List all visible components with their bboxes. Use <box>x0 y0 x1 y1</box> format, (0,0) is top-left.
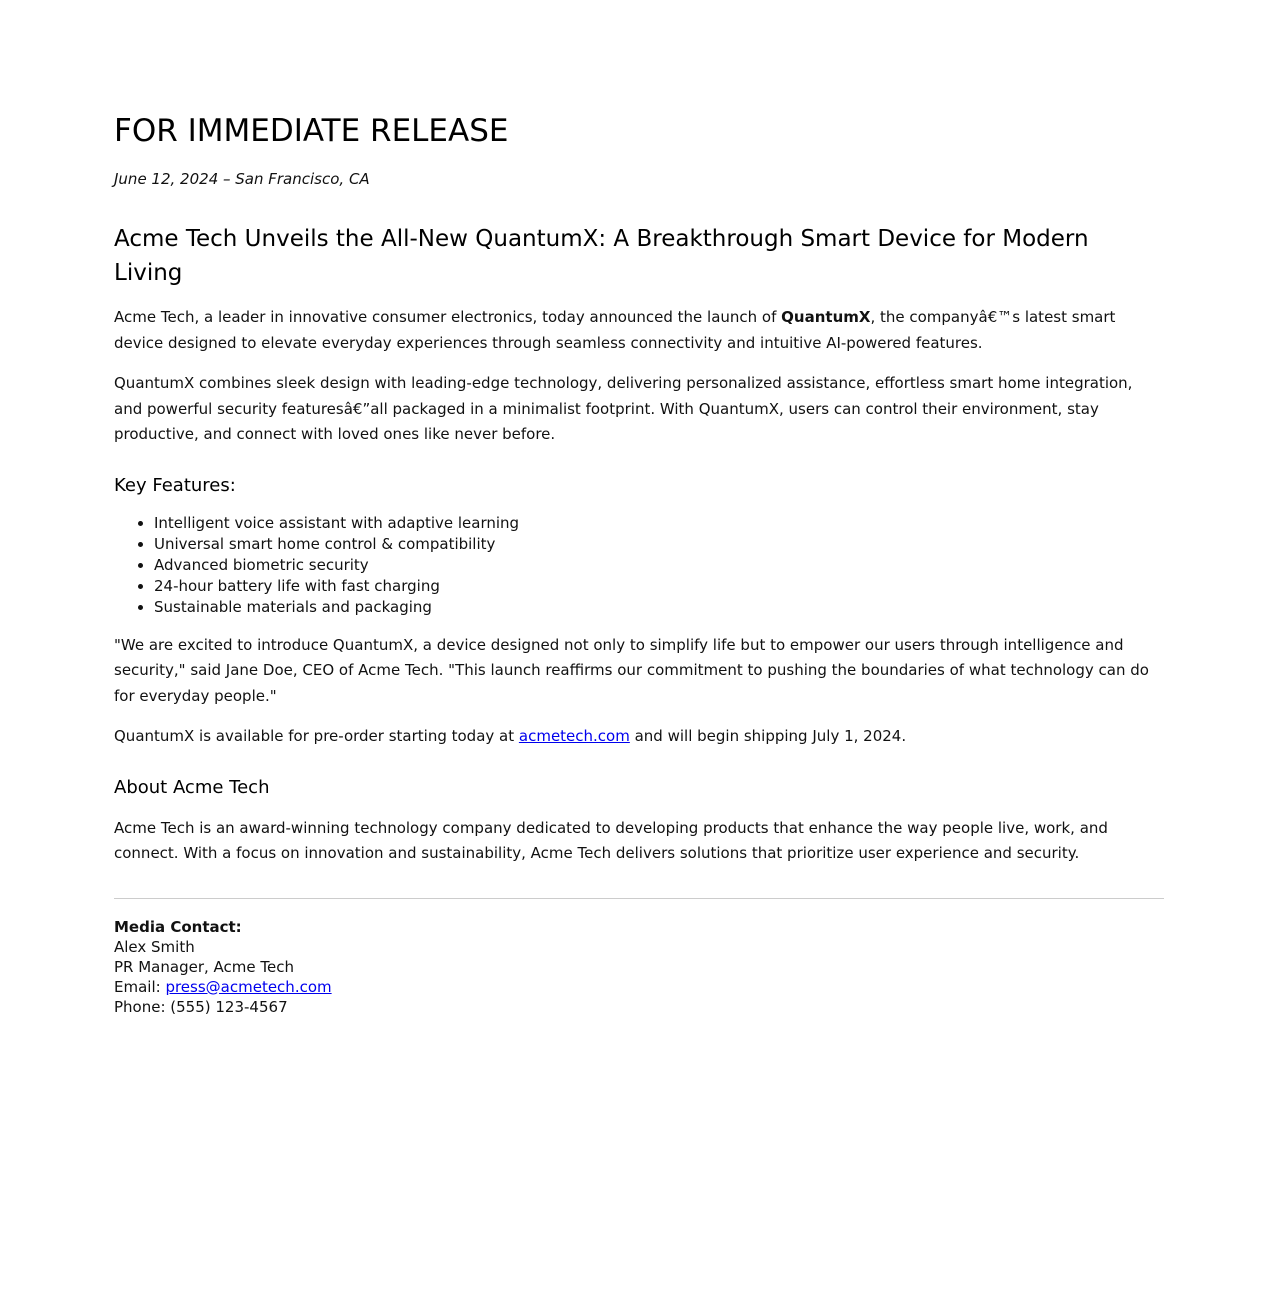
intro-paragraph <box>114 305 1164 356</box>
availability-text-end: and will begin shipping July 1, 2024. <box>629 727 907 745</box>
about-heading: About Acme Tech <box>114 776 270 798</box>
media-contact-block <box>114 917 1164 1017</box>
intro-text-end: , the companyâ€™s latest smart device designed to elevate everyday experiences through seamless connectivity and intuitive AI-powered features. <box>114 308 1116 352</box>
feature-item: • Sustainable materials and packaging <box>154 597 1164 618</box>
key-features-heading: Key Features: <box>114 474 236 496</box>
email-link[interactable]: press@acmetech.com <box>165 977 332 996</box>
headline: Acme Tech Unveils the All-New QuantumX: A Breakthrough Smart Device for Modern Living <box>114 226 1089 286</box>
availability-text-start: QuantumX is available for pre-order starting today at <box>114 727 519 745</box>
press-release-document <box>114 0 1164 1017</box>
key-features-list <box>114 513 1164 618</box>
section-divider <box>114 898 1164 899</box>
contact-title: PR Manager, Acme Tech <box>114 957 294 976</box>
availability-paragraph <box>114 724 1164 750</box>
release-label: FOR IMMEDIATE RELEASE <box>114 113 509 149</box>
feature-item: • Advanced biometric security <box>154 555 1164 576</box>
intro-text-start: Acme Tech, a leader in innovative consumer electronics, today announced the launch of <box>114 308 782 326</box>
ceo-quote: "We are excited to introduce QuantumX, a device designed not only to simplify life but to empower our users through intelligence and security," said Jane Doe, CEO of Acme Tech. "This launch reaffirms our commitment to pushing the boundaries of what technology can do for everyday people." <box>114 635 1149 705</box>
feature-item: • Intelligent voice assistant with adaptive learning <box>154 513 1164 534</box>
website-link[interactable]: acmetech.com <box>518 727 630 745</box>
media-contact-label: Media Contact: <box>114 917 242 936</box>
about-paragraph: Acme Tech is an award-winning technology company dedicated to developing products that enhance the way people live, work, and connect. With a focus on innovation and sustainability, Acme Tech delivers solutions that prioritize user experience and security. <box>114 818 1108 862</box>
feature-item: • Universal smart home control & compatibility <box>154 534 1164 555</box>
dateline: June 12, 2024 – San Francisco, CA <box>114 170 370 188</box>
email-label: Email: <box>114 977 166 996</box>
contact-name: Alex Smith <box>114 937 195 956</box>
description-paragraph: QuantumX combines sleek design with leading-edge technology, delivering personalized assistance, effortless smart home integration, and powerful security featuresâ€”all packaged in a minimalist footprint. With QuantumX, users can control their environment, stay productive, and connect with loved ones like never before. <box>114 374 1133 443</box>
brand-name: QuantumX <box>781 308 871 326</box>
contact-email-line <box>114 977 1164 997</box>
contact-phone: Phone: (555) 123-4567 <box>114 997 288 1016</box>
feature-item: • 24-hour battery life with fast charging <box>154 576 1164 597</box>
